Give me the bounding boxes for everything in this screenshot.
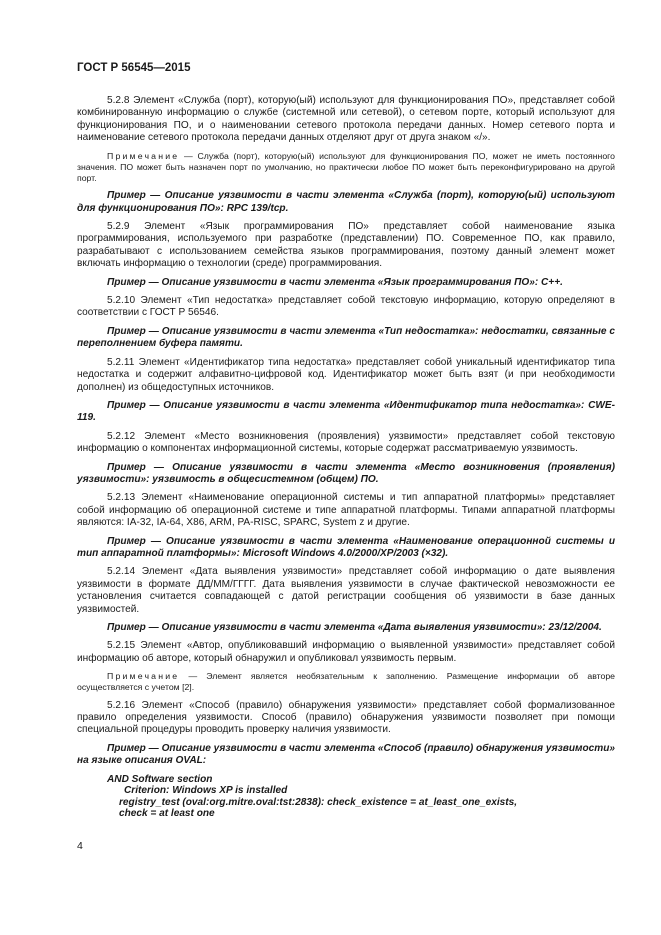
note-paragraph <box>77 671 615 693</box>
example-paragraph: Пример — Описание уязвимости в части элемента «Дата выявления уязвимости»: 23/12/2004. <box>107 622 602 634</box>
code-line: check = at least one <box>119 808 215 820</box>
body-paragraph: 5.2.8 Элемент «Служба (порт), которую(ый) используют для функционирования ПО», представляет собой комбинированную информацию о службе (системной или сетевой), о сетевом порте, который используют для функционирования ПО, и о наименовании сетевого протокола передачи данных. Номер сетевого порта и наименование сетевого протокола передачи данных отделяют друг от друга знаком «/». <box>77 95 615 144</box>
note-label: Примечание <box>107 671 180 682</box>
body-paragraph: 5.2.13 Элемент «Наименование операционной системы и тип аппаратной платформы» представляет собой информацию об операционной системе и типе аппаратной платформы. Типами аппаратной платформы являются: IA-32, IA-64, X86, ARM, PA-RISC, SPARC, System z и другие. <box>77 492 615 529</box>
example-paragraph: Пример — Описание уязвимости в части элемента «Место возникновения (проявления) уязвимости»: уязвимость в общесистемном (общем) ПО. <box>77 461 615 485</box>
code-line: AND Software section <box>107 773 213 785</box>
note-text: — Элемент является необязательным к заполнению. Размещение информации об авторе осуществляется с учетом [2]. <box>77 671 615 693</box>
code-line: registry_test (oval:org.mitre.oval:tst:2838): check_existence = at_least_one_exists, <box>119 796 518 808</box>
body-paragraph: 5.2.12 Элемент «Место возникновения (проявления) уязвимости» представляет собой текстовую информацию о компонентах информационной системы, которые содержат рассматриваемую уязвимость. <box>77 430 615 455</box>
body-paragraph: 5.2.14 Элемент «Дата выявления уязвимости» представляет собой информацию о дате выявления уязвимости в формате ДД/ММ/ГГГГ. Дата выявления уязвимости в случае фактической невозможности ее установления считается совпадающей с датой регистрации сообщения об уязвимости в базе данных уязвимостей. <box>77 566 615 615</box>
example-paragraph: Пример — Описание уязвимости в части элемента «Способ (правило) обнаружения уязвимости» на языке описания OVAL: <box>77 742 615 767</box>
example-paragraph: Пример — Описание уязвимости в части элемента «Тип недостатка»: недостатки, связанные с переполнением буфера памяти. <box>77 325 615 350</box>
example-paragraph: Пример — Описание уязвимости в части элемента «Идентификатор типа недостатка»: CWE-119. <box>77 399 615 424</box>
document-header: ГОСТ Р 56545—2015 <box>77 62 191 74</box>
body-paragraph: 5.2.15 Элемент «Автор, опубликовавший информацию о выявленной уязвимости» представляет собой информацию об авторе, который обнаружил и опубликовал уязвимость первым. <box>77 640 615 664</box>
example-paragraph: Пример — Описание уязвимости в части элемента «Язык программирования ПО»: C++. <box>107 276 563 288</box>
body-paragraph: 5.2.9 Элемент «Язык программирования ПО» представляет собой наименование языка программирования, используемого при разработке (представлении) ПО. Современное ПО, как правило, разрабатывают с использованием семейства языков программирования, поэтому данный элемент может включать информацию о технологии (среде) программирования. <box>77 221 615 270</box>
note-text: — Служба (порт), которую(ый) используют для функционирования ПО, может не иметь постоянного значения. ПО может быть назначен порт по умолчанию, но практически любое ПО может быть переконфигурировано на другой порт. <box>77 150 615 184</box>
code-line: Criterion: Windows XP is installed <box>124 785 288 797</box>
body-paragraph: 5.2.11 Элемент «Идентификатор типа недостатка» представляет собой уникальный идентификатор типа недостатка и содержит алфавитно-цифровой код. Идентификатор может быть взят (и при необходимости дополнен) из общедоступных источников. <box>77 356 615 393</box>
body-paragraph: 5.2.16 Элемент «Способ (правило) обнаружения уязвимости» представляет собой формализованное правило определения уязвимости. Способ (правило) обнаружения уязвимости позволяет при помощи специальной процедуры проводить проверку наличия уязвимости. <box>77 699 615 736</box>
example-paragraph: Пример — Описание уязвимости в части элемента «Наименование операционной системы и тип аппаратной платформы»: Microsoft Windows 4.0/2000/XP/2003 (×32). <box>77 535 615 559</box>
example-paragraph: Пример — Описание уязвимости в части элемента «Служба (порт), которую(ый) используют для функционирования ПО»: RPC 139/tcp. <box>77 190 615 214</box>
body-paragraph: 5.2.10 Элемент «Тип недостатка» представляет собой текстовую информацию, которую определяют в соответствии с ГОСТ Р 56546. <box>77 295 615 319</box>
note-paragraph <box>77 151 615 185</box>
page-number: 4 <box>77 840 83 852</box>
document-body <box>77 95 615 820</box>
note-label: Примечание <box>107 150 180 161</box>
